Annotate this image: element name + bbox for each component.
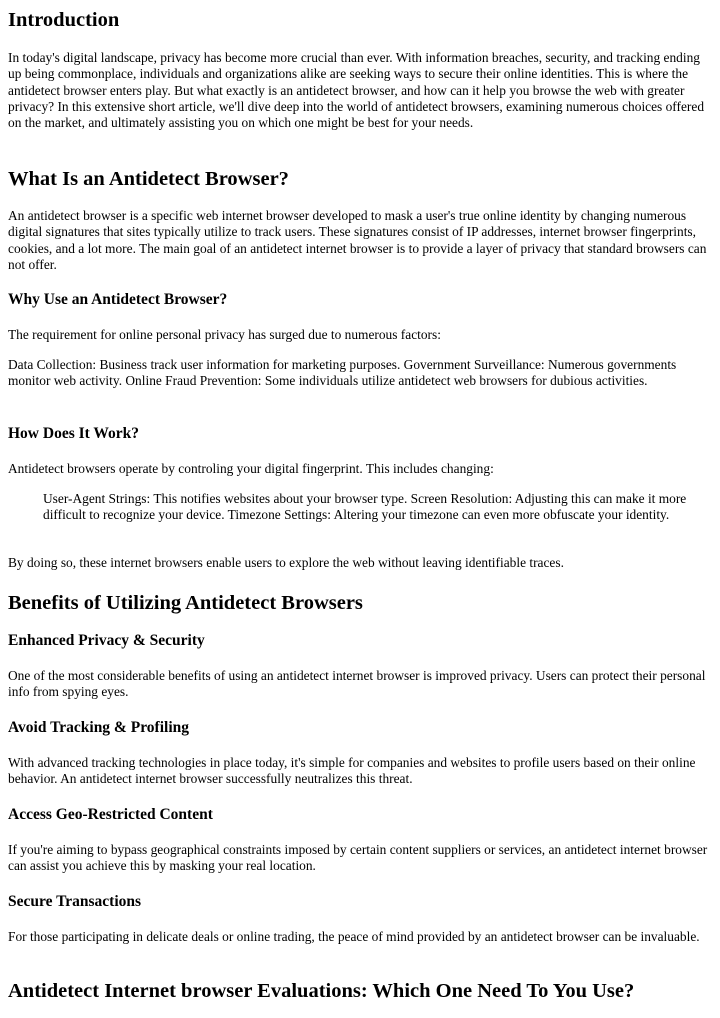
paragraph-avoid-tracking: With advanced tracking technologies in place today, it's simple for companies and websites to profile users based on their online behavior. An antidetect internet browser successfully neutralizes this threat. [8,755,696,787]
blockquote-how-work-changes: User-Agent Strings: This notifies websites about your browser type. Screen Resolution: Adjusting this can make it more difficult to recognize your device. Timezone Settings: Altering your timezone can even more obfuscate your identity. [43,491,687,523]
heading-avoid-tracking: Avoid Tracking & Profiling [8,719,189,736]
paragraph-what-is: An antidetect browser is a specific web internet browser developed to mask a user's true online identity by changing numerous digital signatures that sites typically utilize to track users. These signatures consist of IP addresses, internet browser fingerprints, cookies, and a lot more. The main goal of an antidetect internet browser is to provide a layer of privacy that standard browsers can not offer. [8,208,707,272]
paragraph-enhanced-privacy: One of the most considerable benefits of using an antidetect internet browser is improved privacy. Users can protect their personal info from spying eyes. [8,668,706,700]
heading-what-is: What Is an Antidetect Browser? [8,168,289,190]
paragraph-why-use-intro: The requirement for online personal privacy has surged due to numerous factors: [8,327,441,342]
heading-geo-restricted: Access Geo-Restricted Content [8,806,213,823]
paragraph-how-work-result: By doing so, these internet browsers enable users to explore the web without leaving identifiable traces. [8,555,564,570]
heading-evaluations: Antidetect Internet browser Evaluations: Which One Need To You Use? [8,980,635,1002]
heading-secure-transactions: Secure Transactions [8,893,142,910]
heading-benefits: Benefits of Utilizing Antidetect Browsers [8,592,363,614]
paragraph-introduction: In today's digital landscape, privacy has become more crucial than ever. With information breaches, security, and tracking ending up being commonplace, individuals and organizations alike are seeking ways to secure their online identities. This is where the antidetect browser enters play. But what exactly is an antidetect browser, and how can it help you browse the web with greater privacy? In this extensive short article, we'll dive deep into the world of antidetect browsers, examining numerous choices offered on the market, and ultimately assisting you on which one might be best for your needs. [8,50,705,131]
paragraph-geo-restricted: If you're aiming to bypass geographical constraints imposed by certain content suppliers or services, an antidetect internet browser can assist you achieve this by masking your real location. [8,842,708,874]
paragraph-secure-transactions: For those participating in delicate deals or online trading, the peace of mind provided by an antidetect browser can be invaluable. [8,929,700,944]
paragraph-why-use-reasons: Data Collection: Business track user information for marketing purposes. Government Surveillance: Numerous governments monitor web activity. Online Fraud Prevention: Some individuals utilize antidetect web browsers for dubious activities. [8,357,677,389]
heading-introduction: Introduction [8,9,120,31]
heading-how-work: How Does It Work? [8,425,140,442]
heading-why-use: Why Use an Antidetect Browser? [8,291,228,308]
heading-enhanced-privacy: Enhanced Privacy & Security [8,632,205,649]
paragraph-how-work-intro: Antidetect browsers operate by controling your digital fingerprint. This includes changing: [8,461,494,476]
